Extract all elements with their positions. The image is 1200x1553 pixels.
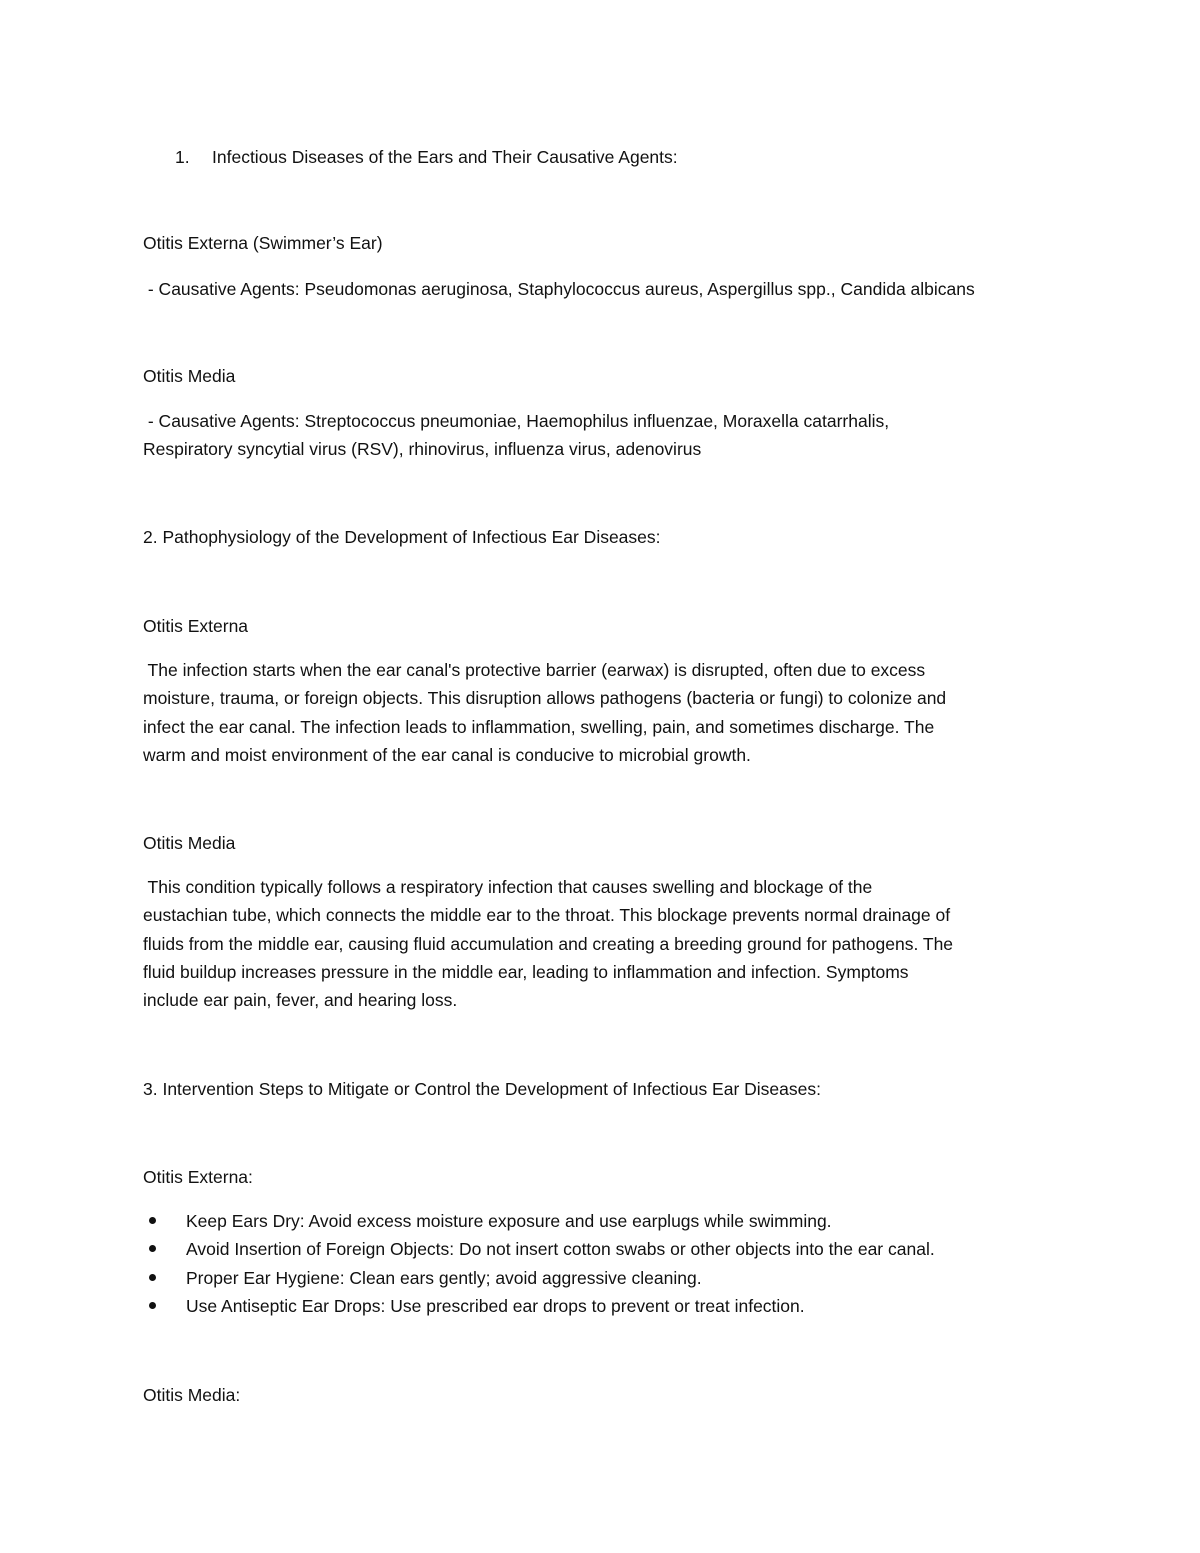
list-item-text: Proper Ear Hygiene: Clean ears gently; avoid aggressive cleaning. — [186, 1267, 702, 1288]
list-number: 1. — [175, 147, 190, 167]
otitis-media-heading: Otitis Media — [143, 833, 236, 853]
otitis-media-heading: Otitis Media: — [143, 1385, 241, 1405]
paragraph-line: eustachian tube, which connects the middle ear to the throat. This blockage prevents normal drainage of — [143, 905, 951, 926]
section-3-title: 3. Intervention Steps to Mitigate or Control the Development of Infectious Ear Diseases: — [143, 1079, 821, 1099]
list-item-text: Avoid Insertion of Foreign Objects: Do not insert cotton swabs or other objects into the ear canal. — [186, 1239, 935, 1260]
otitis-media-paragraph — [143, 873, 1063, 1014]
paragraph-line: include ear pain, fever, and hearing loss. — [143, 990, 458, 1011]
paragraph-line: Respiratory syncytial virus (RSV), rhinovirus, influenza virus, adenovirus — [143, 439, 702, 460]
paragraph-line: moisture, trauma, or foreign objects. This disruption allows pathogens (bacteria or fungi) to colonize and — [143, 688, 947, 709]
otitis-media-heading: Otitis Media — [143, 366, 236, 386]
otitis-externa-heading: Otitis Externa — [143, 616, 249, 636]
section-title: Infectious Diseases of the Ears and Their Causative Agents: — [212, 147, 678, 167]
paragraph-line: - Causative Agents: Streptococcus pneumoniae, Haemophilus influenzae, Moraxella catarrhalis, — [143, 411, 890, 431]
otitis-externa-paragraph — [143, 656, 1063, 769]
bullet-icon — [149, 1245, 156, 1252]
bullet-icon — [149, 1302, 156, 1309]
paragraph-line: This condition typically follows a respiratory infection that causes swelling and blockage of the — [143, 877, 873, 897]
section-2-title: 2. Pathophysiology of the Development of Infectious Ear Diseases: — [143, 527, 661, 547]
paragraph-line: The infection starts when the ear canal's protective barrier (earwax) is disrupted, often due to excess — [143, 660, 926, 680]
paragraph-line: fluid buildup increases pressure in the middle ear, leading to inflammation and infection. Symptoms — [143, 961, 909, 982]
bullet-icon — [149, 1217, 156, 1224]
list-item-text: Keep Ears Dry: Avoid excess moisture exposure and use earplugs while swimming. — [186, 1211, 832, 1231]
list-item-text: Use Antiseptic Ear Drops: Use prescribed ear drops to prevent or treat infection. — [186, 1295, 805, 1316]
otitis-externa-heading: Otitis Externa: — [143, 1167, 253, 1187]
paragraph-line: warm and moist environment of the ear canal is conducive to microbial growth. — [143, 744, 751, 765]
otitis-media-agents — [143, 407, 1063, 464]
otitis-externa-agents: - Causative Agents: Pseudomonas aeruginosa, Staphylococcus aureus, Aspergillus spp., Candida albicans — [143, 279, 975, 299]
paragraph-line: infect the ear canal. The infection leads to inflammation, swelling, pain, and sometimes discharge. The — [143, 716, 935, 737]
bullet-icon — [149, 1274, 156, 1281]
paragraph-line: fluids from the middle ear, causing fluid accumulation and creating a breeding ground for pathogens. The — [143, 933, 954, 954]
otitis-externa-heading: Otitis Externa (Swimmer’s Ear) — [143, 233, 383, 253]
